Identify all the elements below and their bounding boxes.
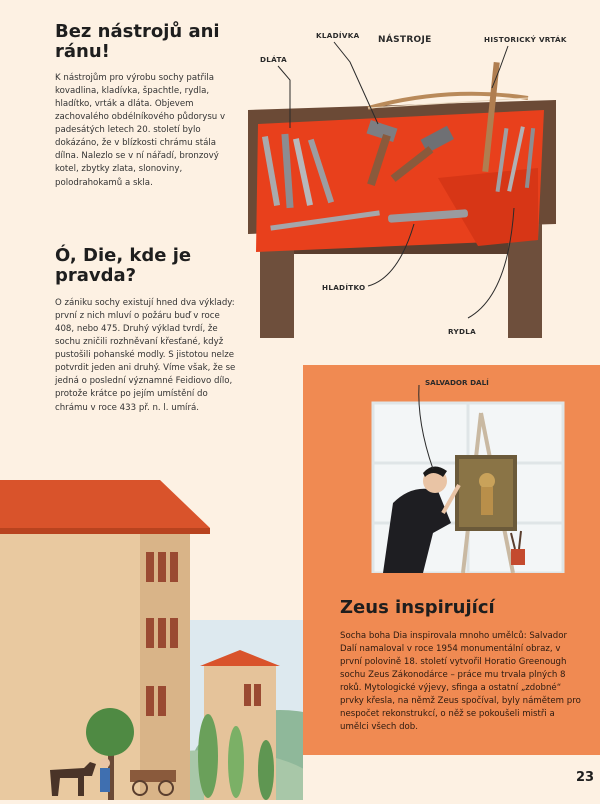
paragraph-tools: K nástrojům pro výrobu sochy patřila kovadlina, kladívka, špachtle, rydla, hladítko, vrták a dláta. Objevem zachovalého obdélníkového půdorysu v padesátých letech 20. století bylo dokázáno, že v blízkosti chrámu stála dílna. Nalezlo se v ní nářadí, bronzový kotel, zbytky zlata, slonoviny, polodrahokamů a skla. [55,73,226,188]
label-dlata: DLÁTA [260,55,287,64]
label-rydla: RYDLA [448,327,476,336]
village-svg [0,470,303,800]
paragraph-truth: O zániku sochy existují hned dva výklady: první z nich mluví o požáru buď v roce 408, nebo 475. Druhý výklad tvrdí, že sochu zničili rozhněvaní křesťané, když pustošili pohanské modly. S jistotou nelze potvrdit jeden ani druhý. Víme však, že se jedná o poslední významné Feidiovo dílo, protože krátce po jejím umístění do chrámu v roce 433 př. n. l. umírá. [55,298,236,413]
tools-svg [238,28,568,348]
cart [130,770,176,782]
label-salvador-dali: SALVADOR DALÍ [425,378,489,387]
roof-edge [0,528,210,534]
cypress-tree [258,740,274,800]
farmer [100,768,110,792]
cypress-tree [228,726,244,798]
cypress-tree [198,714,218,798]
page-number: 23 [576,770,595,785]
farmer-head [100,758,110,768]
label-hladitko: HLADÍTKO [322,283,366,292]
label-vrtak: HISTORICKÝ VRTÁK [484,35,567,44]
village-illustration [0,470,303,800]
heading-tools: Bez nástrojů ani ránu! [55,21,220,63]
roof [0,480,210,528]
tree-crown [86,708,134,756]
brush-jar [511,549,525,565]
label-kladivka: KLADÍVKA [316,31,360,40]
painting-figure [481,487,493,515]
heading-zeus: Zeus inspirující [340,597,495,618]
tools-illustration [238,28,568,348]
painting-figure [479,473,495,489]
paragraph-zeus: Socha boha Dia inspirovala mnoho umělců: Salvador Dalí namaloval v roce 1954 monumentální obraz, v první polovině 18. století vytvořil Horatio Greenough sochu Zeus Zákonodárce – práce mu trvala plných 8 roků. Mytologické výjevy, sfinga a ostatní „zdobné“ prvky křesla, na němž Zeus spočíval, byly námětem pro nespočet rekonstrukcí, o něž se pokoušeli mistři a umělci všech dob. [340,631,581,733]
dali-svg [363,373,573,573]
heading-truth: Ó, Die, kde je pravda? [55,245,192,287]
dali-illustration [363,373,573,573]
label-nastroje: NÁSTROJE [378,35,432,45]
